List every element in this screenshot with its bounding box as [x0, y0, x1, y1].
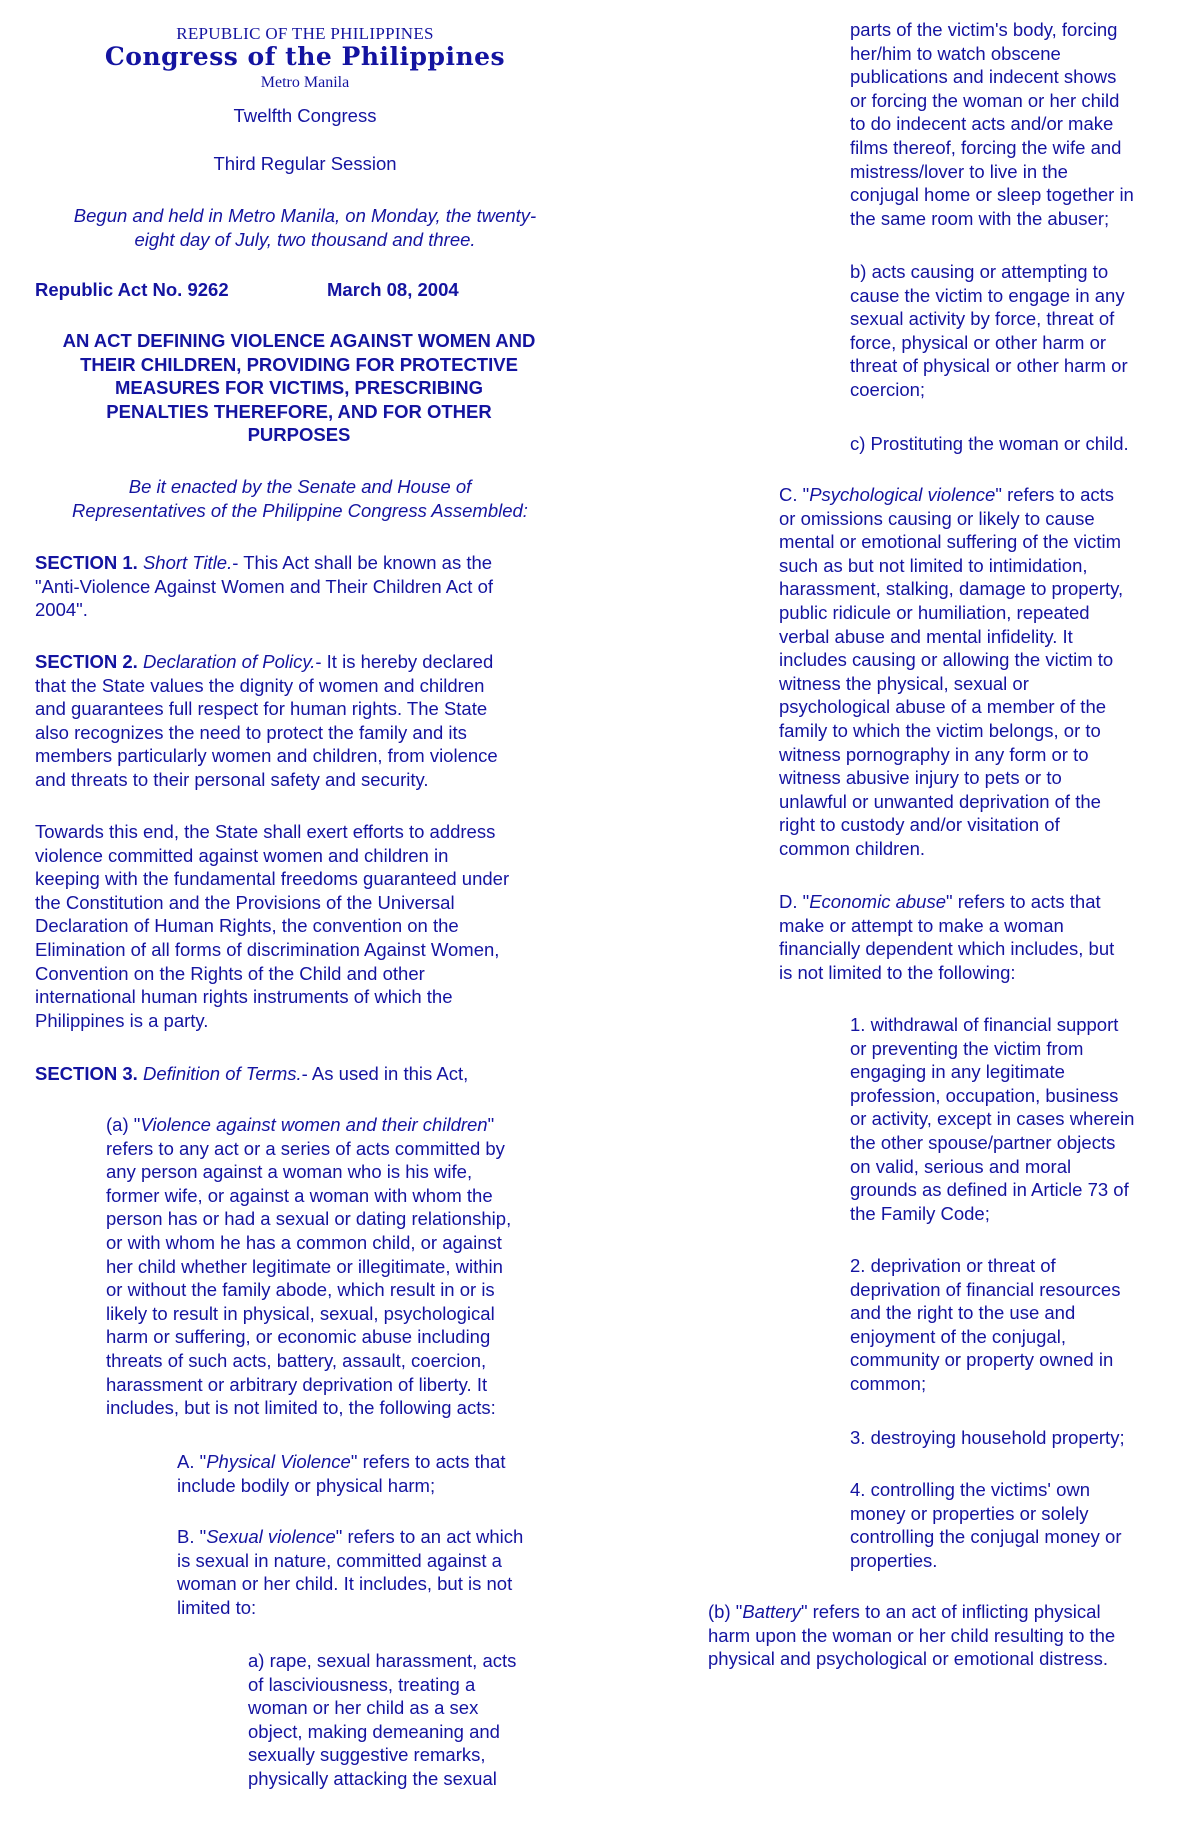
section-1: SECTION 1. Short Title.- This Act shall be known as the "Anti-Violence Against Women and Their Children Act of 2004". — [35, 552, 494, 621]
section-2: SECTION 2. Declaration of Policy.- It is hereby declared that the State values the dignity of women and children and guarantees full respect for human rights. The State also recognizes the need to protect the family and its members particularly women and children, from violence and threats to their personal safety and security. — [35, 651, 498, 790]
section-3: SECTION 3. Definition of Terms.- As used in this Act, — [35, 1063, 469, 1084]
definition-B-term: Sexual violence — [206, 1526, 336, 1547]
section-1-heading: Short Title. — [142, 552, 233, 573]
definition-A-term: Physical Violence — [206, 1451, 351, 1472]
definition-b-battery: (b) "Battery" refers to an act of inflicting physical harm upon the woman or her child resulting to the physical and psychological or emotional distress. — [708, 1601, 1116, 1670]
act-number: Republic Act No. 9262 — [35, 279, 229, 300]
definition-D-1: 1. withdrawal of financial support or preventing the victim from engaging in any legitimate profession, occupation, business or activity, except in cases wherein the other spouse/partner objects on valid, serious and moral grounds as defined in Article 73 of the Family Code; — [850, 1014, 1135, 1224]
republic-heading: REPUBLIC OF THE PHILIPPINES — [176, 24, 434, 43]
definition-B-a-continued: parts of the victim's body, forcing her/him to watch obscene publications and indecent shows or forcing the woman or her child to do indecent acts and/or make films thereof, forcing the wife and mistress/lover to live in the conjugal home or sleep together in the same room with the abuser; — [850, 19, 1134, 229]
definition-C-psychological: C. "Psychological violence" refers to acts or omissions causing or likely to cause mental or emotional suffering of the victim such as but not limited to intimidation, harassment, stalking, damage to property, public ridicule or humiliation, repeated verbal abuse and mental infidelity. It includes causing or allowing the victim to witness the physical, sexual or psychological abuse of a member of the family to which the victim belongs, or to witness pornography in any form or to witness abusive injury to pets or to unlawful or unwanted deprivation of the right to custody and/or visitation of common children. — [779, 484, 1124, 859]
definition-D-term: Economic abuse — [809, 891, 946, 912]
definition-D-economic: D. "Economic abuse" refers to acts that make or attempt to make a woman financially dependent which includes, but is not limited to the following: — [779, 891, 1115, 983]
act-number-line — [35, 278, 575, 302]
definition-D-4: 4. controlling the victims' own money or properties or solely controlling the conjugal money or properties. — [850, 1479, 1122, 1571]
definition-B-c: c) Prostituting the woman or child. — [850, 433, 1129, 454]
definition-A-physical: A. "Physical Violence" refers to acts that include bodily or physical harm; — [177, 1451, 506, 1496]
section-2-label: SECTION 2. — [35, 651, 138, 672]
definition-B-b: b) acts causing or attempting to cause the victim to engage in any sexual activity by force, threat of force, physical or other harm or threat of physical or other harm or coercion; — [850, 261, 1128, 400]
section-1-label: SECTION 1. — [35, 552, 138, 573]
definition-b-term: Battery — [742, 1601, 801, 1622]
section-3-label: SECTION 3. — [35, 1063, 138, 1084]
begun-statement: Begun and held in Metro Manila, on Monday, the twenty- eight day of July, two thousand and three. — [73, 205, 537, 250]
enacting-clause: Be it enacted by the Senate and House of Representatives of the Philippine Congress Assembled: — [72, 476, 528, 521]
location-heading: Metro Manila — [260, 74, 350, 91]
definition-B-sexual: B. "Sexual violence" refers to an act which is sexual in nature, committed against a woman or her child. It includes, but is not limited to: — [177, 1526, 524, 1618]
section-2-heading: Declaration of Policy. — [142, 651, 316, 672]
congress-heading: Congress of the Philippines — [104, 42, 506, 71]
congress-number: Twelfth Congress — [233, 105, 377, 126]
act-date: March 08, 2004 — [327, 279, 459, 300]
definition-a: (a) "Violence against women and their children" refers to any act or a series of acts committed by any person against a woman who is his wife, former wife, or against a woman with whom the person has or had a sexual or dating relationship, or with whom he has a common child, or against her child whether legitimate or illegitimate, within or without the family abode, which result in or is likely to result in physical, sexual, psychological harm or suffering, or economic abuse including threats of such acts, battery, assault, coercion, harassment or arbitrary deprivation of liberty. It includes, but is not limited to, the following acts: — [106, 1114, 512, 1419]
definition-C-term: Psychological violence — [809, 484, 996, 505]
section-3-heading: Definition of Terms. — [142, 1063, 302, 1084]
session-name: Third Regular Session — [213, 153, 397, 174]
definition-D-3: 3. destroying household property; — [850, 1427, 1125, 1448]
section-2-paragraph-2: Towards this end, the State shall exert efforts to address violence committed against women and children in keeping with the fundamental freedoms guaranteed under the Constitution and the Provisions of the Universal Declaration of Human Rights, the convention on the Elimination of all forms of discrimination Against Women, Convention on the Rights of the Child and other international human rights instruments of which the Philippines is a party. — [35, 821, 510, 1031]
act-title: AN ACT DEFINING VIOLENCE AGAINST WOMEN AND THEIR CHILDREN, PROVIDING FOR PROTECTIVE MEASURES FOR VICTIMS, PRESCRIBING PENALTIES THEREFORE, AND FOR OTHER PURPOSES — [62, 330, 536, 446]
definition-a-term: Violence against women and their children — [140, 1114, 488, 1135]
definition-D-2: 2. deprivation or threat of deprivation of financial resources and the right to the use and enjoyment of the conjugal, community or property owned in common; — [850, 1255, 1121, 1394]
definition-B-a: a) rape, sexual harassment, acts of lasciviousness, treating a woman or her child as a sex object, making demeaning and sexually suggestive remarks, physically attacking the sexual — [248, 1650, 517, 1789]
